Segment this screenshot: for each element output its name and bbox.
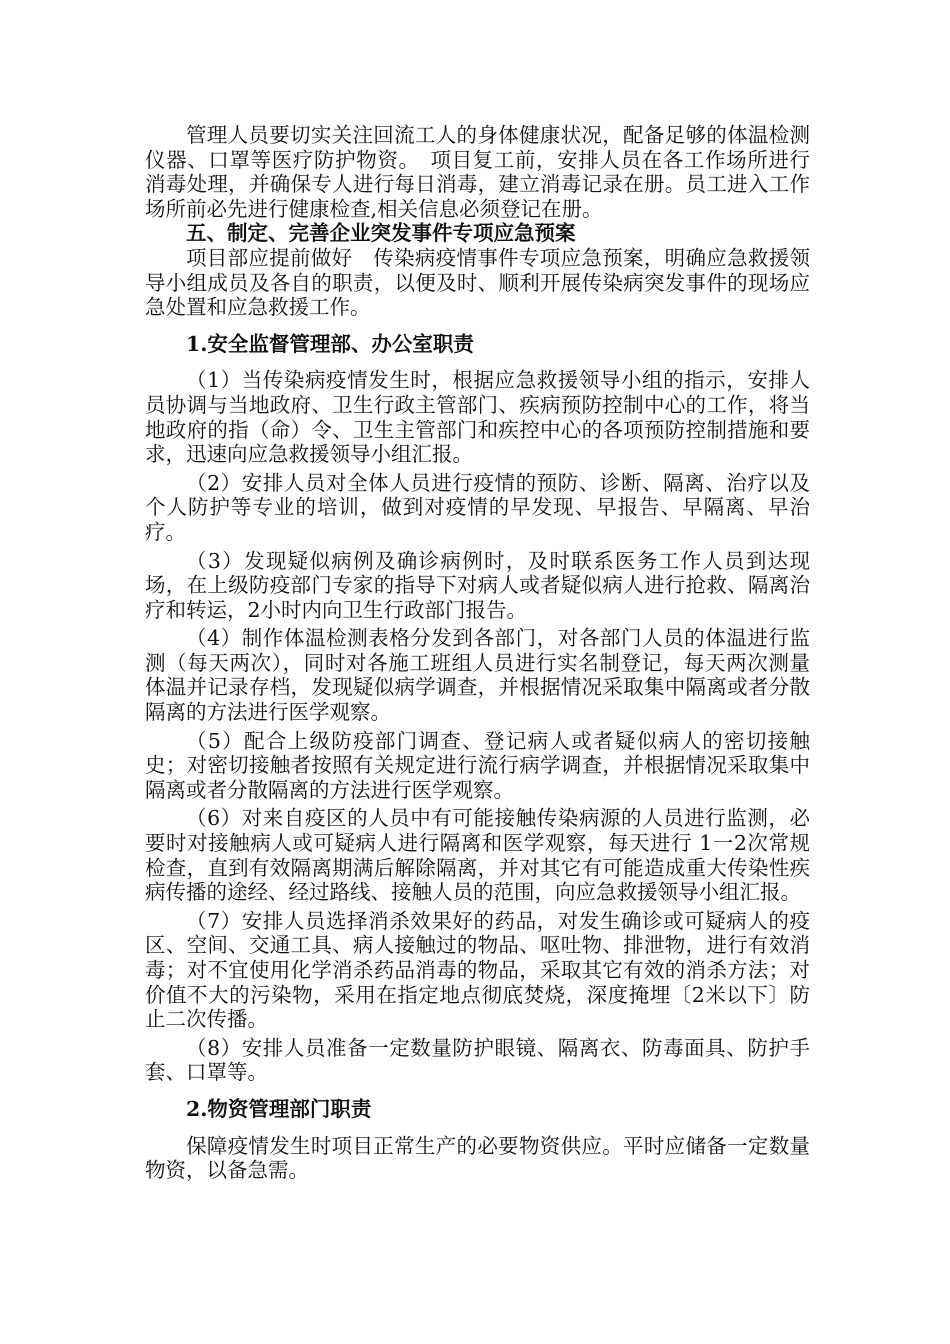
duty-item-4: （4）制作体温检测表格分发到各部门，对各部门人员的体温进行监测（每天两次），同时对各施工班组人员进行实名制登记，每天两次测量体温并记录存档，发现疑似病学调查，并根据情况采取集中隔离或者分散隔离的方法进行医学观察。 bbox=[145, 626, 810, 725]
duty-item-8: （8）安排人员准备一定数量防护眼镜、隔离衣、防毒面具、防护手套、口罩等。 bbox=[145, 1035, 810, 1085]
subsection-two-paragraph: 保障疫情发生时项目正常生产的必要物资供应。平时应储备一定数量物资，以备急需。 bbox=[145, 1133, 810, 1183]
duty-item-7: （7）安排人员选择消杀效果好的药品，对发生确诊或可疑病人的疫区、空间、交通工具、病人接触过的物品、呕吐物、排泄物，进行有效消毒；对不宜使用化学消杀药品消毒的物品，采取其它有效的消杀方法；对价值不大的污染物，采用在指定地点彻底焚烧，深度掩埋〔2米以下〕防止二次传播。 bbox=[145, 908, 810, 1032]
document-page bbox=[145, 123, 810, 1183]
intro-paragraph: 管理人员要切实关注回流工人的身体健康状况，配备足够的体温检测仪器、口罩等医疗防护物资。 项目复工前，安排人员在各工作场所进行消毒处理，并确保专人进行每日消毒，建立消毒记录在册。员工进入工作场所前必先进行健康检查,相关信息必须登记在册。 bbox=[145, 123, 810, 221]
duty-item-6: （6）对来自疫区的人员中有可能接触传染病源的人员进行监测，必要时对接触病人或可疑病人进行隔离和医学观察，每天进行 1一2次常规检查，直到有效隔离期满后解除隔离，并对其它有可能造成重大传染性疾病传播的途经、经过路线、接触人员的范围，向应急救援领导小组汇报。 bbox=[145, 806, 810, 905]
duty-item-5: （5）配合上级防疫部门调查、登记病人或者疑似病人的密切接触史；对密切接触者按照有关规定进行流行病学调查，并根据情况采取集中隔离或者分散隔离的方法进行医学观察。 bbox=[145, 728, 810, 802]
section-five-paragraph: 项目部应提前做好 传染病疫情事件专项应急预案，明确应急救援领导小组成员及各自的职责，以便及时、顺利开展传染病突发事件的现场应急处置和应急救援工作。 bbox=[145, 245, 810, 320]
duty-item-1: （1）当传染病疫情发生时，根据应急救援领导小组的指示，安排人员协调与当地政府、卫生行政主管部门、疾病预防控制中心的工作，将当地政府的指（命）令、卫生主管部门和疾控中心的各项预防控制措施和要求，迅速向应急救援领导小组汇报。 bbox=[145, 368, 810, 467]
subsection-one-heading: 1.安全监督管理部、办公室职责 bbox=[186, 331, 474, 356]
section-five-heading: 五、制定、完善企业突发事件专项应急预案 bbox=[186, 221, 576, 246]
subsection-two-heading: 2.物资管理部门职责 bbox=[186, 1096, 372, 1121]
duty-item-2: （2）安排人员对全体人员进行疫情的预防、诊断、隔离、治疗以及个人防护等专业的培训，做到对疫情的早发现、早报告、早隔离、早治疗。 bbox=[145, 470, 810, 544]
duty-item-3: （3）发现疑似病例及确诊病例时，及时联系医务工作人员到达现场，在上级防疫部门专家的指导下对病人或者疑似病人进行抢救、隔离治疗和转运，2小时内向卫生行政部门报告。 bbox=[145, 548, 810, 622]
